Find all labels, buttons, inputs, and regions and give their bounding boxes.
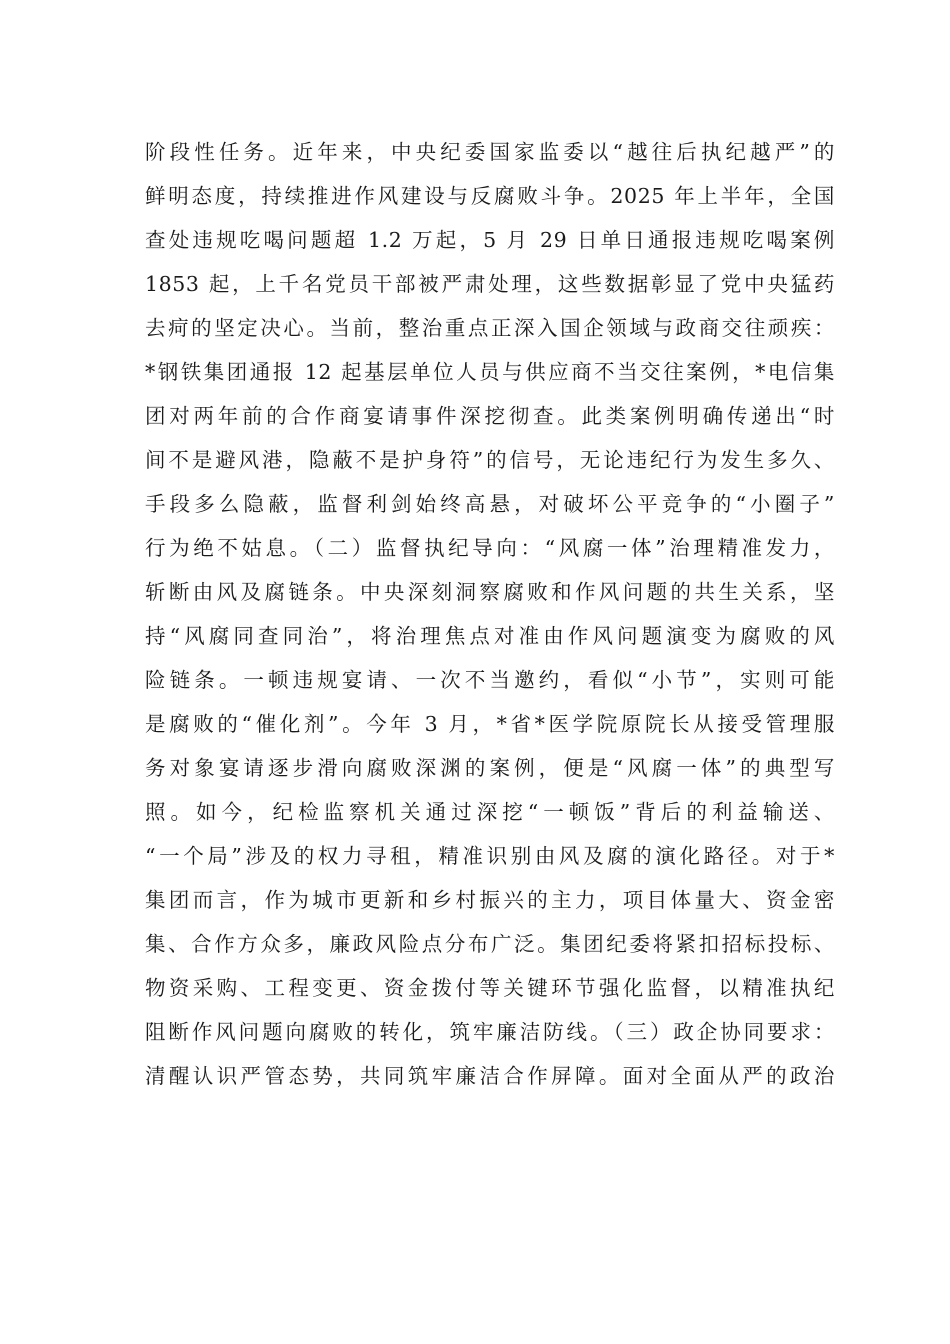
text-line: 持“风腐同查同治”，将治理焦点对准由作风问题演变为腐败的风 xyxy=(145,624,835,648)
text-line: 手段多么隐蔽，监督利剑始终高悬，对破坏公平竞争的“小圈子” xyxy=(145,492,835,516)
text-line: 务对象宴请逐步滑向腐败深渊的案例，便是“风腐一体”的典型写 xyxy=(145,756,835,780)
text-line: 集团而言，作为城市更新和乡村振兴的主力，项目体量大、资金密 xyxy=(145,888,835,912)
text-line: 斩断由风及腐链条。中央深刻洞察腐败和作风问题的共生关系，坚 xyxy=(145,580,835,604)
text-line: 去疴的坚定决心。当前，整治重点正深入国企领域与政商交往顽疾： xyxy=(145,316,835,340)
text-line: 清醒认识严管态势，共同筑牢廉洁合作屏障。面对全面从严的政治 xyxy=(145,1064,835,1088)
text-line: 是腐败的“催化剂”。今年 3 月，*省*医学院原院长从接受管理服 xyxy=(145,712,835,736)
text-line: 行为绝不姑息。（二）监督执纪导向：“风腐一体”治理精准发力， xyxy=(145,536,835,560)
text-line: 间不是避风港，隐蔽不是护身符”的信号，无论违纪行为发生多久、 xyxy=(145,448,835,472)
text-line: 1853 起，上千名党员干部被严肃处理，这些数据彰显了党中央猛药 xyxy=(145,272,835,296)
text-line: 物资采购、工程变更、资金拨付等关键环节强化监督，以精准执纪 xyxy=(145,976,835,1000)
text-line: 照。如今，纪检监察机关通过深挖“一顿饭”背后的利益输送、 xyxy=(145,800,835,824)
text-line: 集、合作方众多，廉政风险点分布广泛。集团纪委将紧扣招标投标、 xyxy=(145,932,835,956)
body-text xyxy=(145,130,835,1098)
text-line: “一个局”涉及的权力寻租，精准识别由风及腐的演化路径。对于* xyxy=(145,844,835,868)
text-line: 查处违规吃喝问题超 1.2 万起，5 月 29 日单日通报违规吃喝案例 xyxy=(145,228,835,252)
text-line: 阶段性任务。近年来，中央纪委国家监委以“越往后执纪越严”的 xyxy=(145,140,835,164)
text-line: *钢铁集团通报 12 起基层单位人员与供应商不当交往案例，*电信集 xyxy=(145,360,835,384)
text-line: 鲜明态度，持续推进作风建设与反腐败斗争。2025 年上半年，全国 xyxy=(145,184,835,208)
text-line: 阻断作风问题向腐败的转化，筑牢廉洁防线。（三）政企协同要求： xyxy=(145,1020,835,1044)
text-line: 险链条。一顿违规宴请、一次不当邀约，看似“小节”，实则可能 xyxy=(145,668,835,692)
text-line: 团对两年前的合作商宴请事件深挖彻查。此类案例明确传递出“时 xyxy=(145,404,835,428)
